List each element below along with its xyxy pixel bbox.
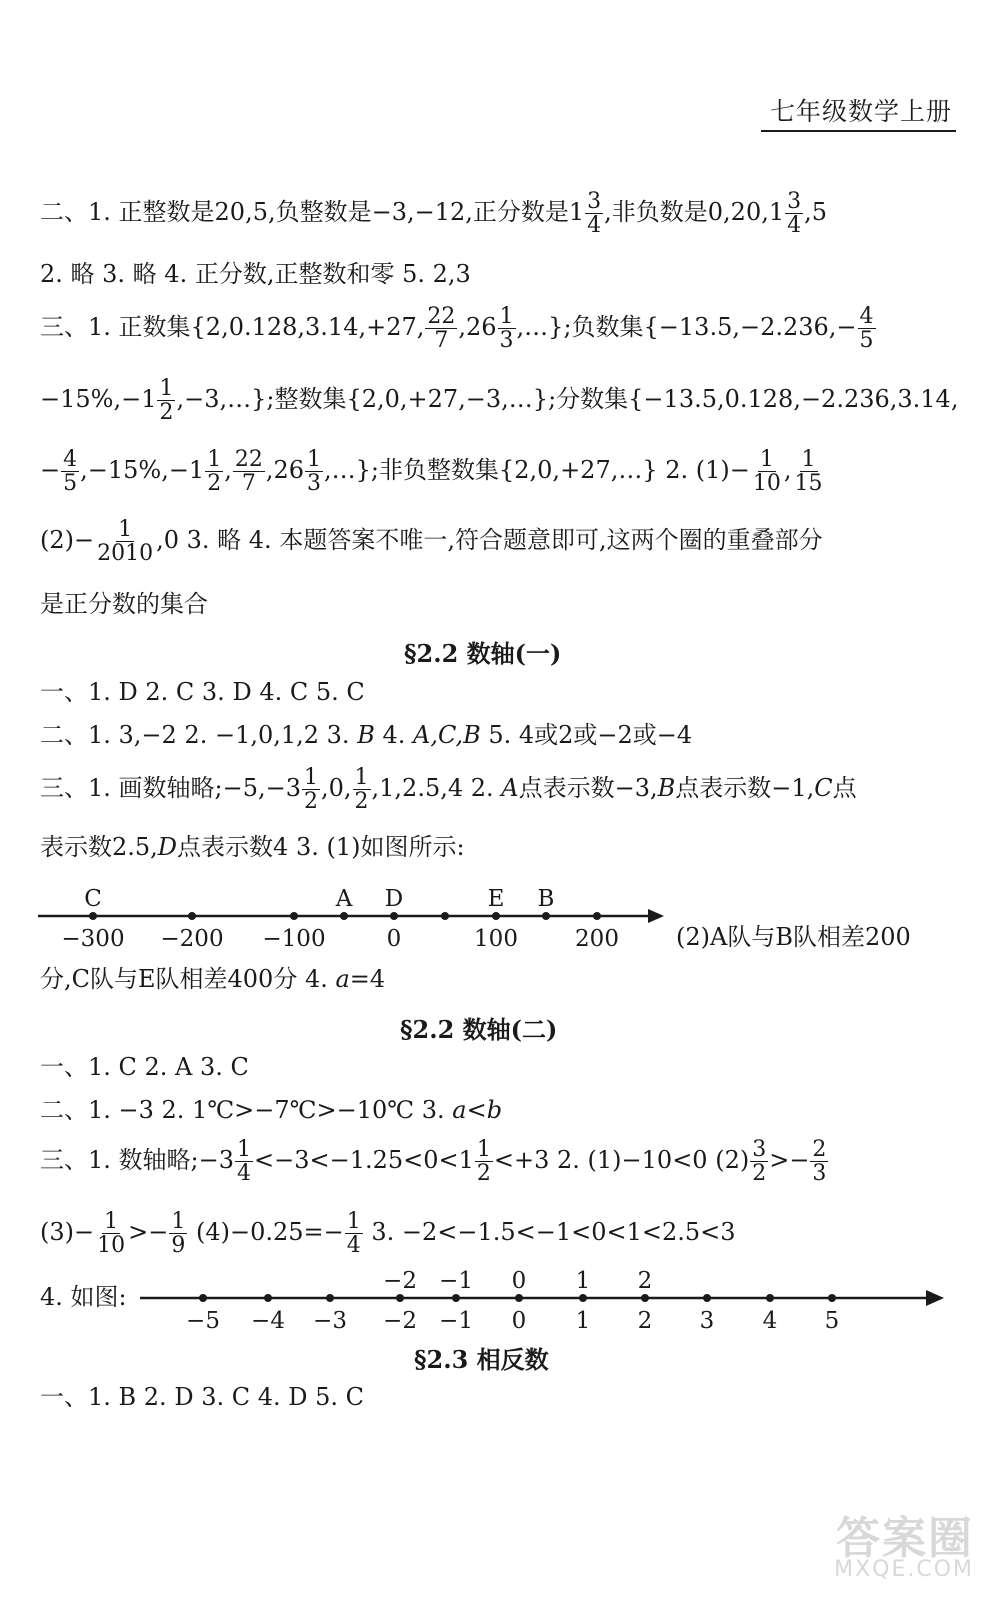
point-label: −1 [439, 1268, 473, 1294]
point-label: 2 [637, 1268, 653, 1294]
numerator: 4 [63, 447, 78, 472]
text-segment: A,C,B [413, 721, 481, 749]
numerator: 1 [104, 1209, 119, 1234]
text-segment: ,0 3. 略 4. 本题答案不唯一,符合题意即可,这两个圈的重叠部分 [156, 526, 823, 555]
text-segment: ,−3,…};整数集{2,0,+27,−3,…};分数集{−13.5,0.128,−2.236,3.14, [176, 385, 959, 414]
text-segment: ,0, [321, 774, 352, 803]
text-segment: − [40, 456, 61, 485]
text-segment: ,26 [458, 313, 497, 342]
tick-dot [766, 1294, 774, 1302]
tick-label: −100 [262, 926, 326, 952]
tick-label: 5 [824, 1308, 840, 1334]
text-segment: 二、1. 3,−2 2. −1,0,1,2 3. [40, 721, 358, 749]
p1-line-5: (2)A队与B队相差200 [676, 923, 911, 951]
header-title: 七年级数学上册 [769, 97, 952, 126]
section-heading-opposite-numbers: §2.3 相反数 [414, 1345, 549, 1374]
numerator: 3 [752, 1137, 767, 1162]
watermark [824, 1502, 974, 1582]
text-segment: ,−15%,−1 [80, 456, 205, 485]
numerator: 1 [307, 447, 322, 472]
text-segment: 二、1. −3 2. 1℃>−7℃>−10℃ 3. [40, 1096, 453, 1124]
tick-label: 3 [699, 1308, 715, 1334]
numerator: 1 [171, 1209, 186, 1234]
text-segment: a<b [452, 1096, 503, 1124]
point-label: E [487, 886, 505, 912]
text-segment: −15%,−1 [40, 385, 157, 414]
numerator: 1 [118, 517, 133, 542]
point-label: C [84, 886, 102, 912]
text-segment: 3. −2<−1.5<−1<0<1<2.5<3 [363, 1218, 736, 1247]
numerator: 1 [354, 765, 369, 790]
tick-dot [641, 1294, 649, 1302]
text-segment: =4 [349, 965, 386, 993]
point-label: A [335, 886, 353, 912]
denominator: 3 [307, 471, 322, 497]
text-segment: >− [769, 1146, 810, 1175]
denominator: 4 [587, 213, 602, 239]
point-label: B [537, 886, 555, 912]
tick-dot [579, 1294, 587, 1302]
numerator: 1 [759, 447, 774, 472]
p2-line-1: 一、1. C 2. A 3. C [40, 1053, 249, 1081]
numerator: 3 [587, 189, 602, 214]
numerator: 2 [812, 1137, 827, 1162]
numerator: 1 [207, 447, 222, 472]
tick-label: 4 [762, 1308, 778, 1334]
denominator: 4 [346, 1233, 361, 1259]
text-segment: ,…};负数集{−13.5,−2.236,− [516, 313, 857, 342]
denominator: 2 [304, 789, 318, 815]
text-segment: a [335, 965, 350, 993]
text-segment: 表示数2.5, [40, 833, 158, 861]
numerator: 1 [499, 304, 514, 329]
numerator: 1 [346, 1209, 361, 1234]
denominator: 5 [859, 328, 874, 354]
text-segment: >− [128, 1218, 169, 1247]
tick-label: −3 [313, 1308, 347, 1334]
text-segment: ,…};非负整数集{2,0,+27,…} 2. (1)− [324, 456, 750, 485]
denominator: 9 [171, 1233, 186, 1259]
tick-dot [703, 1294, 711, 1302]
watermark-logo-text: 答案圈 [836, 1513, 974, 1564]
point-label: 0 [511, 1268, 527, 1294]
tick-dot [199, 1294, 207, 1302]
numerator: 3 [787, 189, 802, 214]
numerator: 1 [801, 447, 816, 472]
text-segment: 点表示数−1, [675, 774, 815, 803]
denominator: 2 [752, 1161, 767, 1187]
numerator: 22 [234, 447, 263, 472]
text-segment: 三、1. 画数轴略;−5,−3 [40, 774, 301, 803]
watermark-url: MXQE.COM [834, 1557, 974, 1582]
tick-dot [396, 1294, 404, 1302]
answer-line-7: 是正分数的集合 [40, 590, 208, 618]
point-label: D [384, 886, 404, 912]
text-segment: , [224, 456, 232, 485]
tick-dot [515, 1294, 523, 1302]
tick-label: 100 [474, 926, 518, 952]
section-heading-number-line-2: §2.2 数轴(二) [400, 1015, 558, 1044]
text-segment: <+3 2. (1)−10<0 (2) [493, 1146, 750, 1175]
denominator: 3 [812, 1161, 827, 1187]
text-segment: 三、1. 正数集{2,0.128,3.14,+27, [40, 313, 425, 342]
tick-dot [264, 1294, 272, 1302]
text-segment: ,1,2.5,4 2. [371, 774, 502, 803]
tick-label: −300 [61, 926, 125, 952]
text-segment: B [357, 721, 375, 749]
denominator: 10 [97, 1233, 126, 1259]
text-segment: 4. [374, 721, 413, 749]
numerator: 4 [859, 304, 874, 329]
denominator: 2 [159, 400, 174, 426]
text-segment: ,非负数是0,20,1 [604, 198, 785, 227]
tick-label: −4 [251, 1308, 285, 1334]
tick-label: 1 [575, 1308, 591, 1334]
denominator: 5 [63, 471, 78, 497]
denominator: 2 [354, 789, 369, 815]
denominator: 3 [499, 328, 514, 354]
text-segment: 点 [832, 774, 857, 803]
section-heading-number-line-1: §2.2 数轴(一) [404, 639, 562, 668]
text-segment: 二、1. 正整数是20,5,负整数是−3,−12,正分数是1 [40, 198, 585, 227]
numerator: 1 [304, 765, 318, 790]
tick-label: −2 [383, 1308, 417, 1334]
tick-label: 0 [386, 926, 402, 952]
text-segment: 5. 4或2或−2或−4 [480, 721, 693, 749]
denominator: 2 [207, 471, 222, 497]
tick-label: −1 [439, 1308, 473, 1334]
numerator: 1 [476, 1137, 491, 1162]
text-segment: (4)−0.25=− [188, 1218, 344, 1247]
tick-label: 0 [511, 1308, 527, 1334]
text-segment: ,26 [265, 456, 305, 485]
text-segment: 点表示数−3, [518, 774, 658, 803]
denominator: 7 [434, 328, 449, 354]
text-segment: 三、1. 数轴略;−3 [40, 1146, 234, 1175]
tick-dot [452, 1294, 460, 1302]
axis-arrow [926, 1290, 944, 1306]
denominator: 10 [752, 471, 781, 497]
denominator: 15 [794, 471, 823, 497]
numerator: 1 [159, 376, 174, 401]
text-segment: D [157, 833, 178, 861]
text-segment: ,5 [804, 198, 828, 227]
text-segment: , [783, 456, 792, 485]
tick-label: 2 [637, 1308, 653, 1334]
tick-label: 200 [575, 926, 619, 952]
text-segment: A [501, 774, 519, 803]
tick-dot [828, 1294, 836, 1302]
p1-line-1: 一、1. D 2. C 3. D 4. C 5. C [40, 678, 365, 706]
denominator: 4 [787, 213, 802, 239]
point-label: 1 [575, 1268, 591, 1294]
p2-line-5: 4. 如图: [40, 1283, 127, 1311]
text-segment: 点表示数4 3. (1)如图所示: [177, 833, 465, 861]
answer-line-2: 2. 略 3. 略 4. 正分数,正整数和零 5. 2,3 [40, 260, 471, 288]
text-segment: (2)− [40, 526, 95, 555]
text-segment: (3)− [40, 1218, 95, 1247]
text-segment: B [657, 774, 676, 803]
tick-label: −200 [160, 926, 224, 952]
p3-line-1: 一、1. B 2. D 3. C 4. D 5. C [40, 1383, 364, 1411]
point-label: −2 [383, 1268, 417, 1294]
text-segment: 分,C队与E队相差400分 4. [40, 965, 336, 993]
denominator: 2010 [97, 541, 154, 567]
denominator: 4 [237, 1161, 251, 1187]
text-segment: C [814, 774, 833, 803]
tick-dot [326, 1294, 334, 1302]
denominator: 2 [476, 1161, 491, 1187]
tick-label: −5 [186, 1308, 220, 1334]
denominator: 7 [241, 471, 256, 497]
numerator: 1 [237, 1137, 251, 1162]
numerator: 22 [427, 304, 456, 329]
text-segment: <−3<−1.25<0<1 [254, 1146, 474, 1175]
